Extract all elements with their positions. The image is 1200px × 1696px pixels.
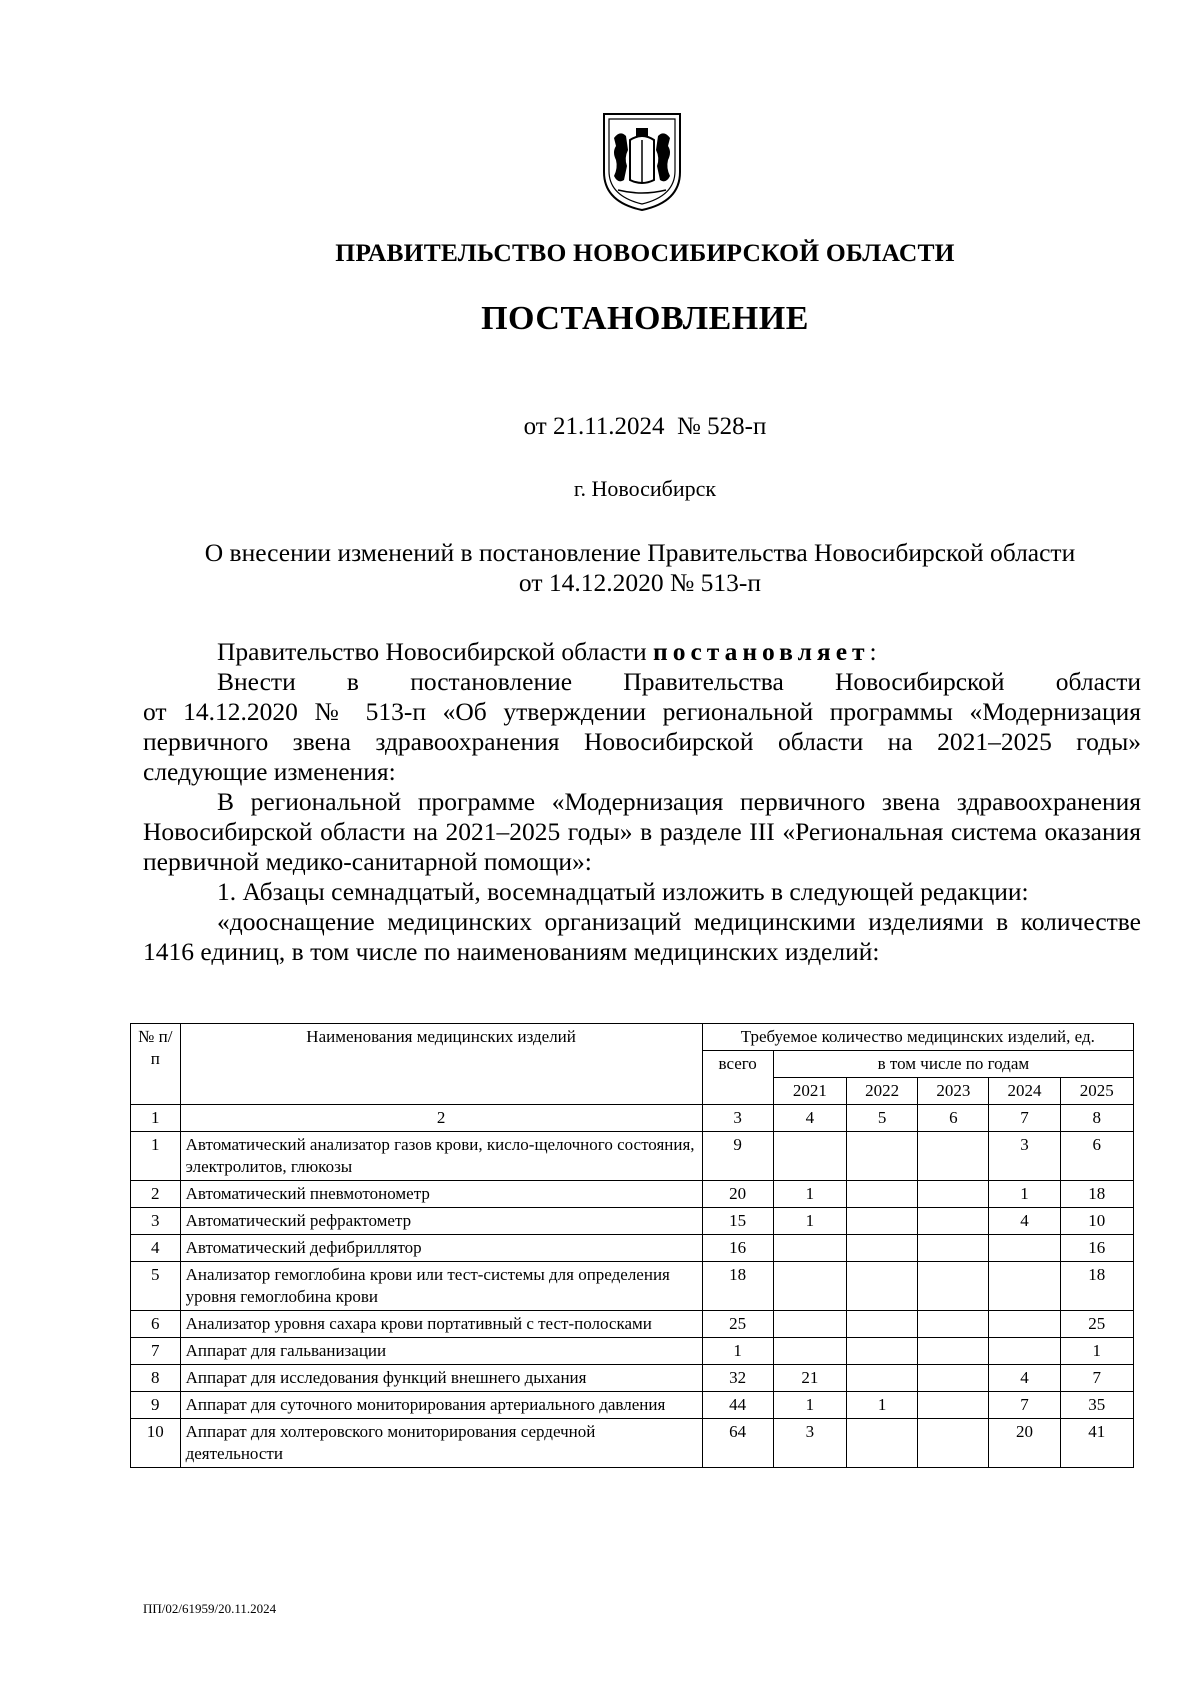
table-row	[131, 1132, 1134, 1181]
quantity-2023	[918, 1419, 989, 1468]
quantity-total: 25	[702, 1311, 773, 1338]
quantity-2024	[989, 1338, 1060, 1365]
paragraph-resolves-colon: :	[869, 637, 877, 666]
device-name: Автоматический пневмотонометр	[180, 1181, 702, 1208]
device-name: Автоматический рефрактометр	[180, 1208, 702, 1235]
quantity-2022	[847, 1208, 918, 1235]
device-name: Аппарат для суточного мониторирования артериального давления	[180, 1392, 702, 1419]
document-registration-code: ПП/02/61959/20.11.2024	[143, 1601, 277, 1616]
quantity-2024: 20	[989, 1419, 1060, 1468]
quantity-2022: 1	[847, 1392, 918, 1419]
quantity-2025: 6	[1060, 1132, 1133, 1181]
column-numbers-row	[131, 1105, 1134, 1132]
document-subject	[140, 538, 1140, 598]
quantity-2023	[918, 1262, 989, 1311]
subject-line-1: О внесении изменений в постановление Правительства Новосибирской области	[204, 538, 1076, 567]
quantity-2024: 4	[989, 1208, 1060, 1235]
quantity-2021: 1	[773, 1181, 846, 1208]
quantity-2025: 18	[1060, 1181, 1133, 1208]
paragraph-resolves-text: Правительство Новосибирской области	[217, 637, 653, 666]
row-number: 6	[131, 1311, 181, 1338]
device-name: Аппарат для исследования функций внешнего дыхания	[180, 1365, 702, 1392]
quantity-2022	[847, 1365, 918, 1392]
header-device-name: Наименования медицинских изделий	[180, 1024, 702, 1105]
device-name: Аппарат для холтеровского мониторирования сердечной деятельности	[180, 1419, 702, 1468]
row-number: 9	[131, 1392, 181, 1419]
header-year: 2022	[847, 1078, 918, 1105]
header-year: 2024	[989, 1078, 1060, 1105]
table-row	[131, 1311, 1134, 1338]
quantity-2021	[773, 1262, 846, 1311]
paragraph-equipment-intro: «дооснащение медицинских организаций медицинскими изделиями в количестве 1416 единиц, в том числе по наименованиям медицинских изделий:	[143, 907, 1141, 966]
column-number: 7	[989, 1105, 1060, 1132]
quantity-2023	[918, 1208, 989, 1235]
quantity-2025: 10	[1060, 1208, 1133, 1235]
quantity-2024	[989, 1311, 1060, 1338]
column-number: 8	[1060, 1105, 1133, 1132]
quantity-2025: 41	[1060, 1419, 1133, 1468]
device-name: Автоматический анализатор газов крови, кисло-щелочного состояния, электролитов, глюкозы	[180, 1132, 702, 1181]
quantity-2021	[773, 1235, 846, 1262]
document-city: г. Новосибирск	[573, 476, 717, 501]
quantity-2024	[989, 1235, 1060, 1262]
quantity-2022	[847, 1419, 918, 1468]
header-total: всего	[702, 1051, 773, 1105]
device-name: Аппарат для гальванизации	[180, 1338, 702, 1365]
quantity-2023	[918, 1311, 989, 1338]
row-number: 2	[131, 1181, 181, 1208]
table-row	[131, 1392, 1134, 1419]
paragraph-item-1: 1. Абзацы семнадцатый, восемнадцатый изложить в следующей редакции:	[217, 877, 1029, 906]
quantity-2021	[773, 1338, 846, 1365]
document-date-number: от 21.11.2024 № 528-п	[523, 413, 767, 440]
quantity-2021: 21	[773, 1365, 846, 1392]
row-number: 4	[131, 1235, 181, 1262]
paragraph-resolves	[143, 637, 1141, 667]
row-number: 1	[131, 1132, 181, 1181]
quantity-total: 16	[702, 1235, 773, 1262]
quantity-2023	[918, 1392, 989, 1419]
device-name: Анализатор уровня сахара крови портативный с тест-полосками	[180, 1311, 702, 1338]
quantity-2023	[918, 1365, 989, 1392]
quantity-2021	[773, 1132, 846, 1181]
quantity-2025: 7	[1060, 1365, 1133, 1392]
table-row	[131, 1181, 1134, 1208]
quantity-2025: 25	[1060, 1311, 1133, 1338]
row-number: 8	[131, 1365, 181, 1392]
row-number: 10	[131, 1419, 181, 1468]
header-number: № п/п	[131, 1024, 181, 1105]
quantity-2025: 1	[1060, 1338, 1133, 1365]
quantity-2022	[847, 1262, 918, 1311]
row-number: 3	[131, 1208, 181, 1235]
government-title: ПРАВИТЕЛЬСТВО НОВОСИБИРСКОЙ ОБЛАСТИ	[335, 238, 955, 267]
quantity-2024: 4	[989, 1365, 1060, 1392]
header-by-years: в том числе по годам	[773, 1051, 1133, 1078]
quantity-2021: 3	[773, 1419, 846, 1468]
quantity-2022	[847, 1132, 918, 1181]
paragraph-program-section: В региональной программе «Модернизация первичного звена здравоохранения Новосибирской области на 2021–2025 годы» в разделе III «Региональная система оказания первичной медико-санитарной помощи»:	[143, 787, 1141, 876]
column-number: 6	[918, 1105, 989, 1132]
table-row	[131, 1262, 1134, 1311]
quantity-2023	[918, 1338, 989, 1365]
table-row	[131, 1338, 1134, 1365]
quantity-2022	[847, 1181, 918, 1208]
quantity-2024: 1	[989, 1181, 1060, 1208]
table-row	[131, 1365, 1134, 1392]
column-number: 4	[773, 1105, 846, 1132]
medical-devices-table	[130, 1023, 1134, 1468]
quantity-2021	[773, 1311, 846, 1338]
device-name: Анализатор гемоглобина крови или тест-системы для определения уровня гемоглобина крови	[180, 1262, 702, 1311]
quantity-2023	[918, 1181, 989, 1208]
paragraph-amend-rest: от 14.12.2020 № 513-п «Об утверждении региональной программы «Модернизация первичного звена здравоохранения Новосибирской области на 2021–2025 годы» следующие изменения:	[143, 697, 1141, 786]
quantity-2022	[847, 1338, 918, 1365]
quantity-total: 20	[702, 1181, 773, 1208]
document-body	[143, 637, 1141, 967]
quantity-2025: 35	[1060, 1392, 1133, 1419]
table-row	[131, 1419, 1134, 1468]
quantity-total: 9	[702, 1132, 773, 1181]
quantity-total: 32	[702, 1365, 773, 1392]
quantity-2022	[847, 1235, 918, 1262]
row-number: 7	[131, 1338, 181, 1365]
column-number: 3	[702, 1105, 773, 1132]
subject-line-2: от 14.12.2020 № 513-п	[518, 568, 762, 597]
quantity-2025: 18	[1060, 1262, 1133, 1311]
quantity-2023	[918, 1235, 989, 1262]
quantity-total: 1	[702, 1338, 773, 1365]
table-row	[131, 1208, 1134, 1235]
resolves-keyword: постановляет	[653, 637, 870, 666]
column-number: 2	[180, 1105, 702, 1132]
quantity-total: 44	[702, 1392, 773, 1419]
paragraph-amend-first-line: Внести в постановление Правительства Новосибирской области	[217, 667, 1141, 696]
column-number: 1	[131, 1105, 181, 1132]
device-name: Автоматический дефибриллятор	[180, 1235, 702, 1262]
coat-of-arms-icon	[600, 110, 684, 214]
header-required-quantity: Требуемое количество медицинских изделий, ед.	[702, 1024, 1133, 1051]
quantity-total: 64	[702, 1419, 773, 1468]
quantity-2024	[989, 1262, 1060, 1311]
quantity-2024: 7	[989, 1392, 1060, 1419]
quantity-2025: 16	[1060, 1235, 1133, 1262]
column-number: 5	[847, 1105, 918, 1132]
table-row	[131, 1235, 1134, 1262]
quantity-2024: 3	[989, 1132, 1060, 1181]
quantity-2021: 1	[773, 1208, 846, 1235]
quantity-total: 18	[702, 1262, 773, 1311]
quantity-total: 15	[702, 1208, 773, 1235]
quantity-2023	[918, 1132, 989, 1181]
header-year: 2021	[773, 1078, 846, 1105]
quantity-2022	[847, 1311, 918, 1338]
document-type: ПОСТАНОВЛЕНИЕ	[481, 300, 809, 337]
quantity-2021: 1	[773, 1392, 846, 1419]
header-year: 2025	[1060, 1078, 1133, 1105]
header-year: 2023	[918, 1078, 989, 1105]
row-number: 5	[131, 1262, 181, 1311]
